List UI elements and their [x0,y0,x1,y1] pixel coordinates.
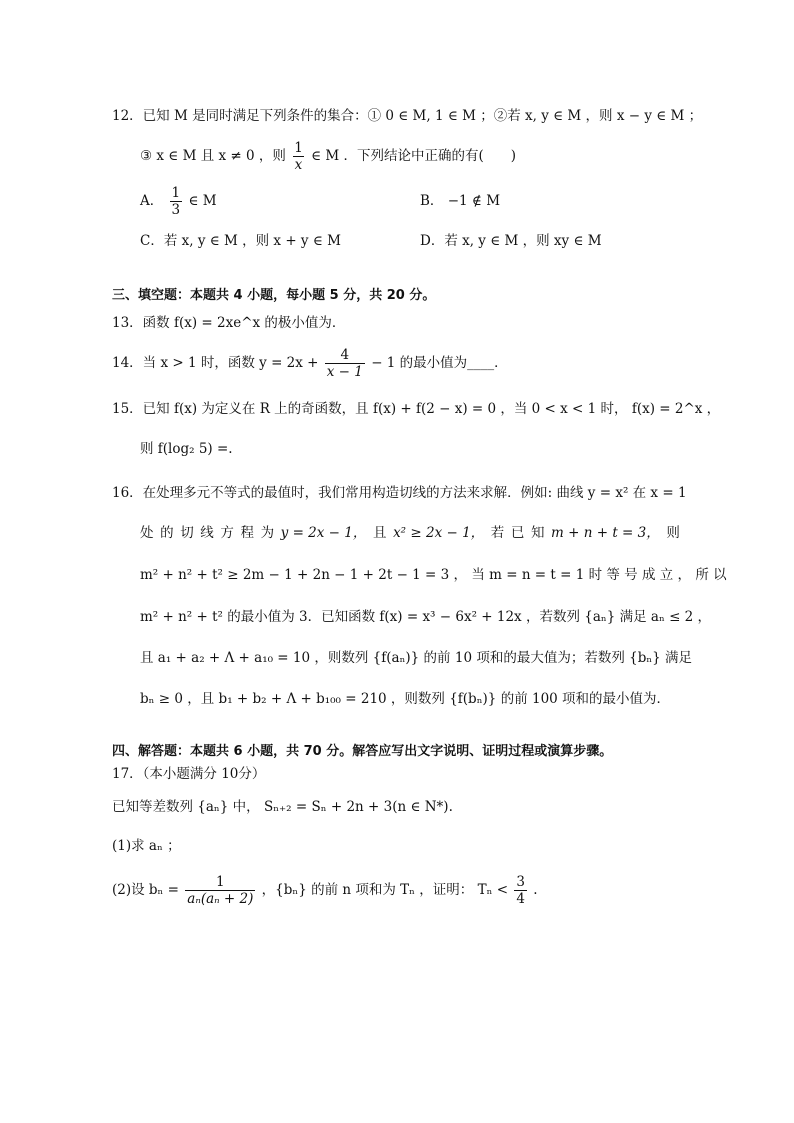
q16-line6: bₙ ≥ 0 ，且 b₁ + b₂ + Λ + b₁₀₀ = 210 ，则数列 {f(bₙ)} 的前 100 项和的最小值为． [140,691,671,707]
q15-line2: 则 f(log₂ 5) =. [140,441,233,457]
q16-line2-w10: 若 [490,525,505,541]
q17-part1: (1)求 aₙ ； [112,838,181,854]
section-4-heading: 四、解答题：本题共 6 小题，共 70 分。解答应写出文字说明、证明过程或演算步骤。 [112,744,613,759]
q17-part2-mid: ，{bₙ} 的前 n 项和为 Tₙ ，证明： Tₙ < [261,882,509,898]
q17-title: 17．（本小题满分 10分） [112,766,266,782]
q16-line2-w4: 方 [220,525,234,541]
q17-part2-bound-num: 3 [516,874,525,890]
q17-part2-end: . [533,882,538,898]
q14-fraction-num: 4 [340,347,350,363]
q15-line1: 15．已知 f(x) 为定义在 R 上的奇函数，且 f(x) + f(2 − x) = 0 ，当 0 < x < 1 时， f(x) = 2^x ， [112,401,721,417]
q12-option-b: B． −1 ∉ M [420,193,501,209]
q14-prefix: 14．当 x > 1 时，函数 y = 2x + [112,355,319,371]
q17-part2-num: 1 [216,874,225,890]
q12-line1: 12．已知 M 是同时满足下列条件的集合：① 0 ∈ M, 1 ∈ M ；②若 x, y ∈ M ，则 x − y ∈ M ； [112,108,703,124]
q16-line3: m² + n² + t² ≥ 2m − 1 + 2n − 1 + 2t − 1 = 3 ， 当 m = n = t = 1 时 等 号 成 立 ， 所 以 [140,567,727,583]
q12-fraction-num: 1 [294,140,303,156]
q16-line1: 16．在处理多元不等式的最值时，我们常用构造切线的方法来求解．例如: 曲线 y = x² 在 x = 1 [112,485,687,501]
q17-line1: 已知等差数列 {aₙ} 中， Sₙ₊₂ = Sₙ + 2n + 3(n ∈ N*). [112,799,453,815]
q13: 13．函数 f(x) = 2xe^x 的极小值为． [112,315,346,331]
q17-part2-fraction [185,874,255,907]
q12-fraction-den: x [294,157,303,173]
q16-line4: m² + n² + t² 的最小值为 3．已知函数 f(x) = x³ − 6x² + 12x ，若数列 {aₙ} 满足 aₙ ≤ 2 ， [140,609,712,625]
q17-part2-bound-den: 4 [516,891,525,907]
q12-option-a-num: 1 [171,185,181,201]
q16-line2-w12: 知 [530,525,545,541]
q12-option-a [140,185,217,218]
q16-line2-w14: 则 [666,525,680,541]
q12-option-c: C．若 x, y ∈ M ，则 x + y ∈ M [140,233,341,249]
q16-line2-w5: 程 [240,525,254,541]
q16-line2-w7: y = 2x − 1， [280,525,367,541]
q12-option-a-label: A． [140,193,164,209]
q14 [112,347,508,380]
q16-line2-w8: 且 [372,525,387,541]
q14-suffix: − 1 的最小值为____． [371,355,508,371]
q16-line2-w3: 线 [200,525,214,541]
q17-part2 [112,874,538,907]
q12-line2-prefix: ③ x ∈ M 且 x ≠ 0 ，则 [140,148,286,164]
q16-line2-w0: 处 [140,525,154,541]
q16-line2-w6: 为 [260,525,275,541]
q16-line2 [140,523,680,543]
q16-line2-w1: 的 [160,525,174,541]
q14-fraction [325,347,365,380]
q12-option-d: D．若 x, y ∈ M ，则 xy ∈ M [420,233,602,249]
q12-option-a-tail: ∈ M [188,193,217,209]
q12-line2-suffix: ∈ M ．下列结论中正确的有( ) [311,148,517,164]
q12-option-a-fraction [170,185,183,218]
q16-line2-w11: 已 [510,525,525,541]
q12-option-a-den: 3 [171,202,181,218]
q16-line2-w2: 切 [180,525,194,541]
q12-line2 [140,140,516,173]
q14-fraction-den: x − 1 [326,364,363,380]
q17-part2-den: aₙ(aₙ + 2) [187,891,254,907]
q16-line5: 且 a₁ + a₂ + Λ + a₁₀ = 10 ，则数列 {f(aₙ)} 的前 10 项和的最大值为；若数列 {bₙ} 满足 [140,650,693,666]
q17-part2-bound-fraction [514,874,527,907]
q16-line2-w9: x² ≥ 2x − 1， [393,525,485,541]
q12-fraction [292,140,305,173]
section-3-heading: 三、填空题：本题共 4 小题，每小题 5 分，共 20 分。 [112,288,436,303]
q16-line2-w13: m + n + t = 3， [551,525,660,541]
q17-part2-prefix: (2)设 bₙ = [112,882,179,898]
